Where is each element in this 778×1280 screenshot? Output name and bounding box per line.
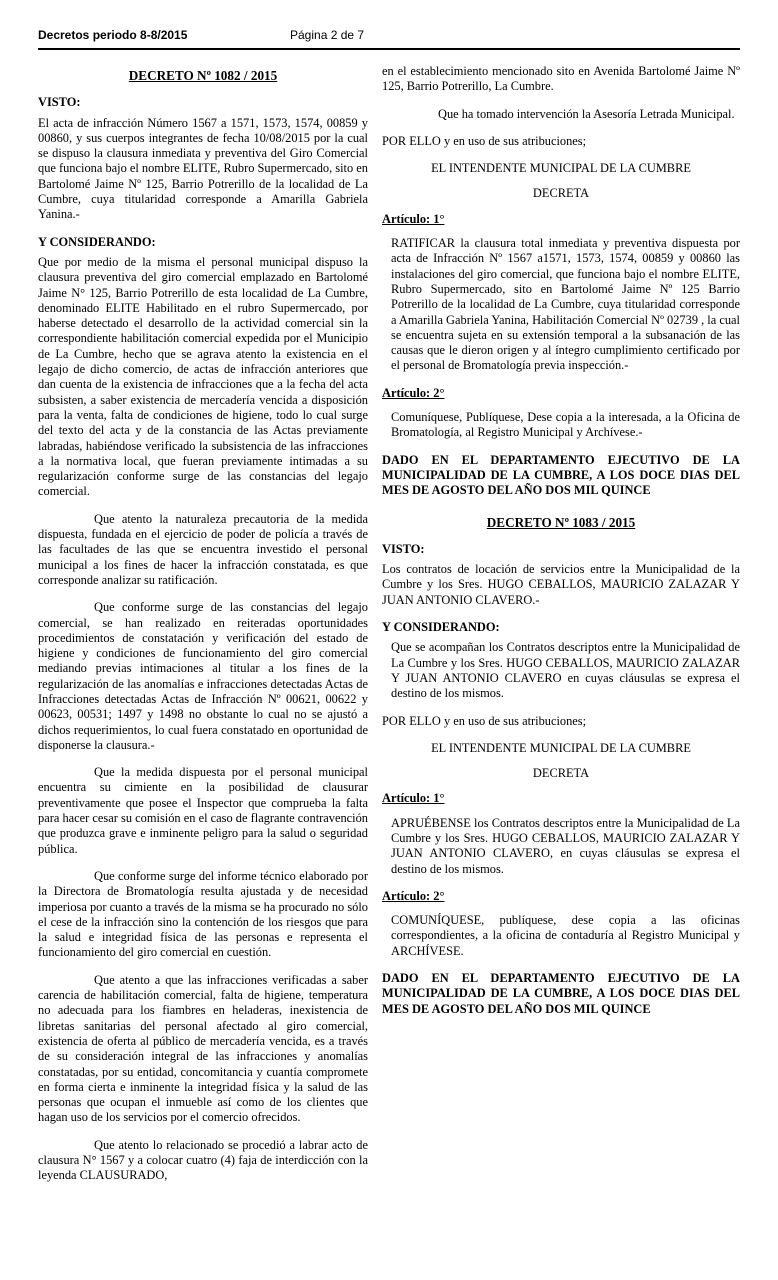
paragraph: Que atento lo relacionado se procedió a labrar acto de clausura N° 1567 y a colocar cuatro (4) faja de interdicción con la leyenda CLAUSURADO, [38,1137,368,1183]
article-heading: Artículo: 2° [382,385,445,400]
right-column [382,64,740,1033]
section-label: VISTO: [38,95,81,110]
header-title: Decretos periodo 8-8/2015 [38,28,188,42]
article-heading: Artículo: 2° [382,888,445,903]
two-column-body [38,64,740,1196]
section-label: VISTO: [382,541,425,556]
centered-line: EL INTENDENTE MUNICIPAL DE LA CUMBRE [431,740,691,755]
article-paragraph: Comuníquese, Publíquese, Dese copia a la interesada, a la Oficina de Bromatología, al Registro Municipal y Archívese.- [391,410,740,440]
page-header [38,28,740,50]
section-label: Y CONSIDERANDO: [382,620,500,635]
left-column [38,64,368,1196]
decree-title: DECRETO Nº 1082 / 2015 [128,68,278,83]
paragraph: Que conforme surge del informe técnico elaborado por la Directora de Bromatología resulta ajustada y de necesidad imperiosa por cuanto a través de la misma se ha procurado no sólo el cese de la infracción sino la contención de los riesgos que para la salud e integridad física de las personas e representa el funcionamiento del giro comercial en cuestión. [38,868,368,960]
paragraph: Que por medio de la misma el personal municipal dispuso la clausura preventiva del giro comercial emplazado en Bartolomé Jaime N° 125, Barrio Potrerillo de esta localidad de La Cumbre, denominado ELITE Habilitado en el rubro Supermercado, por haberse detectado el desarrollo de la actividad comercial sin la correspondiente habilitación comercial expedida por el Municipio de La Cumbre, hecho que se agrava atento la existencia en el legajo de dicho comercio, de actas de infracción anteriores que dan cuenta de la existencia de infracciones que a la fecha del acta subsisten, a saber existencia de mercadería vencida a disposición para la venta, falta de condiciones de higiene, todo lo cual surge del texto del acta y de la constancia de las Actas previamente labradas, habiéndose verificado la subsistencia de las infracciones a la normativa local, que fueran previamente intimadas a su regularización conforme surge de las constancias del legajo comercial. [38,254,368,499]
closing-paragraph: DADO EN EL DEPARTAMENTO EJECUTIVO DE LA MUNICIPALIDAD DE LA CUMBRE, A LOS DOCE DIAS DEL MES DE AGOSTO DEL AÑO DOS MIL QUINCE [382,971,740,1016]
article-paragraph: COMUNÍQUESE, publíquese, dese copia a las oficinas correspondientes, a la oficina de contaduría al Registro Municipal y ARCHÍVESE. [391,913,740,958]
section-label: Y CONSIDERANDO: [38,234,156,249]
paragraph: El acta de infracción Número 1567 a 1571, 1573, 1574, 00859 y 00860, y sus cuerpos integrantes de fecha 10/08/2015 por la cual se dispuso la clausura inmediata y preventiva del Giro Comercial que funciona bajo el nombre ELITE, Rubro Supermercado, sito en Bartolomé Jaime Nº 125, Barrio Potrerillo de la localidad de La Cumbre, cuya titularidad corresponde a Amarilla Gabriela Yanina.- [38,115,368,222]
paragraph: en el establecimiento mencionado sito en Avenida Bartolomé Jaime Nº 125, Barrio Potrerillo, La Cumbre. [382,64,740,94]
paragraph: Que atento la naturaleza precautoria de la medida dispuesta, fundada en el ejercicio de poder de policía a través de las facultades de las que se encuentra investido el personal municipal a los fines de hacer la infracción constatada, es que corresponde analizar su ratificación. [38,511,368,587]
article-paragraph: APRUÉBENSE los Contratos descriptos entre la Municipalidad de La Cumbre y los Sres. HUGO CEBALLOS, MAURICIO ZALAZAR Y JUAN ANTONIO CLAVERO, en cuyas cláusulas se expresa el destino de los mismos. [391,815,740,876]
centered-line: DECRETA [532,766,590,781]
page-number-label: Página 2 de 7 [290,28,365,42]
article-heading: Artículo: 1° [382,791,445,806]
paragraph: Que conforme surge de las constancias del legajo comercial, se han realizado en reiteradas oportunidades procedimientos de constatación y verificación del estado de higiene y condiciones de funcionamiento del giro comercial mediando previas intimaciones al titular a los fines de la regularización de las anomalías e infracciones detectadas Actas de Infracciones detectadas Actas de Infracción Nº 00621, 00622 y 00623, 00531; 1497 y 1498 no obstante lo cual no se ajustó a dichos requerimientos, lo cual fuera constatado en oportunidad de disponerse la clausura.- [38,600,368,752]
paragraph: Que atento a que las infracciones verificadas a saber carencia de habilitación comercial, falta de higiene, temperatura no adecuada para los fiambres en heladeras, inexistencia de libretas sanitarias del personal afectado al giro comercial, existencia de oferta al público de mercadería vencida, es a través de su consideración integral de las infracciones y anomalías constatadas, por su entidad, concomitancia y cuantía compromete en forma cierta e inminente la integridad física y la salud de las personas que ocupan el inmueble así como de los clientes que hagan uso de los servicios por el comercio ofrecidos. [38,972,368,1125]
article-paragraph: RATIFICAR la clausura total inmediata y preventiva dispuesta por acta de Infracción Nº 1567 a1571, 1573, 1574, 00859 y 00860 las instalaciones del giro comercial, que funciona bajo el nombre ELITE, Rubro Supermercado, sito en Bartolomé Jaime Nº 125 Barrio Potrerillo de la localidad de La Cumbre, cuya titularidad corresponde a Amarilla Gabriela Yanina, Habilitación Comercial Nº 02739 , la cual se encuentra sujeta en su extensión temporal a la subsanación de las causas que le dieron origen y al íntegro cumplimiento certificado por el personal de Bromatología previa inspección.- [391,236,740,373]
paragraph: Que la medida dispuesta por el personal municipal encuentra su cimiente en la posibilidad de clausurar preventivamente que posee el Inspector que comprueba la falta para hacer cesar su comisión en el caso de flagrante contravención que produzca grave e inminente peligro para la salud o seguridad pública. [38,765,368,856]
article-heading: Artículo: 1° [382,211,445,226]
paragraph: Que ha tomado intervención la Asesoría Letrada Municipal. [438,106,735,121]
article-paragraph: Que se acompañan los Contratos descriptos entre la Municipalidad de La Cumbre y los Sres. HUGO CEBALLOS, MAURICIO ZALAZAR Y JUAN ANTONIO CLAVERO en cuyas cláusulas se expresa el destino de los mismos. [391,640,740,701]
paragraph: POR ELLO y en uso de sus atribuciones; [382,713,587,728]
centered-line: EL INTENDENTE MUNICIPAL DE LA CUMBRE [431,161,691,176]
closing-paragraph: DADO EN EL DEPARTAMENTO EJECUTIVO DE LA MUNICIPALIDAD DE LA CUMBRE, A LOS DOCE DIAS DEL MES DE AGOSTO DEL AÑO DOS MIL QUINCE [382,452,740,498]
paragraph: POR ELLO y en uso de sus atribuciones; [382,133,587,148]
paragraph: Los contratos de locación de servicios entre la Municipalidad de la Cumbre y los Sres. HUGO CEBALLOS, MAURICIO ZALAZAR Y JUAN ANTONIO CLAVERO.- [382,562,740,607]
decree-title: DECRETO Nº 1083 / 2015 [486,514,636,530]
centered-line: DECRETA [532,186,590,201]
